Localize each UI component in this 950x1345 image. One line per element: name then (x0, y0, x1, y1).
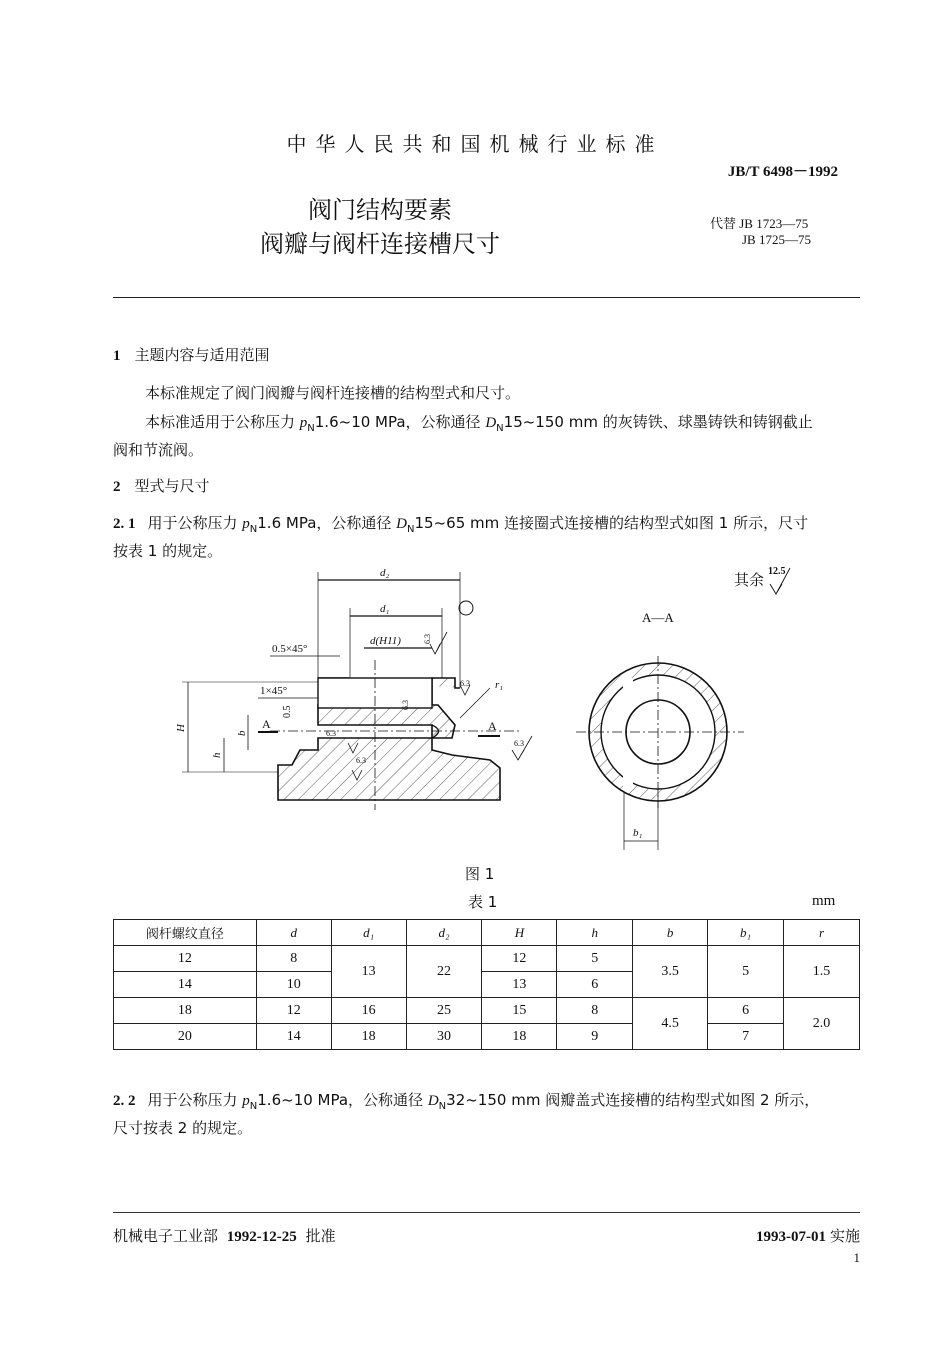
table-cell: 8 (557, 998, 633, 1024)
figure-1-drawing (0, 560, 950, 860)
dim-d: d(H11) (370, 635, 401, 647)
clause-number: 2. 2 (113, 1093, 136, 1109)
header-cell: d₂ (406, 920, 482, 946)
text: 32~150 mm 阀瓣盖式连接槽的结构型式如图 2 所示， (446, 1091, 820, 1109)
header-cell: d (256, 920, 331, 946)
table-cell: 18 (114, 998, 257, 1024)
symbol-p: p (299, 415, 308, 431)
table-cell: 1.5 (784, 946, 860, 998)
table-cell: 18 (482, 1024, 557, 1050)
text: 用于公称压力 (147, 514, 243, 532)
table-cell: 14 (114, 972, 257, 998)
header-divider (113, 297, 860, 298)
document-title-line1: 阀门结构要素 (308, 196, 452, 224)
table-cell: 12 (114, 946, 257, 972)
table-cell: 3.5 (633, 946, 708, 998)
symbol-p: p (242, 516, 250, 532)
roughness-6-3: 6.3 (423, 634, 432, 644)
issuing-organization: 中华人民共和国机械行业标准 (286, 132, 664, 156)
clause-number: 2. 1 (113, 516, 136, 532)
roughness-6-3: 6.3 (460, 679, 470, 688)
header-cell: h (557, 920, 633, 946)
figure-caption: 图 1 (465, 865, 495, 883)
header-cell: d₁ (331, 920, 406, 946)
table-cell: 5 (557, 946, 633, 972)
footer-divider (113, 1212, 860, 1213)
table-cell: 10 (256, 972, 331, 998)
header-cell: r (784, 920, 860, 946)
header-cell: b (633, 920, 708, 946)
header-cell: 阀杆螺纹直径 (114, 920, 257, 946)
section-1-heading (113, 342, 861, 369)
section-number: 2 (113, 479, 121, 495)
roughness-6-3: 6.3 (401, 700, 410, 710)
text: 用于公称压力 (147, 1091, 243, 1109)
dim-d2: d₂ (380, 567, 390, 579)
text: 1.6~10 MPa，公称通径 (257, 1091, 428, 1109)
table-cell: 22 (406, 946, 482, 998)
clause-2-1-cont: 按表 1 的规定。 (113, 542, 223, 560)
table-cell: 8 (256, 946, 331, 972)
table-cell: 16 (331, 998, 406, 1024)
table-cell: 13 (331, 946, 406, 998)
text: 1.6 MPa，公称通径 (257, 514, 397, 532)
dim-H: H (175, 724, 187, 732)
text: 本标准适用于公称压力 (145, 413, 300, 431)
table-cell: 14 (256, 1024, 331, 1050)
subscript: N (496, 423, 504, 434)
table-cell: 9 (557, 1024, 633, 1050)
table-cell: 15 (482, 998, 557, 1024)
dim-05: 0.5 (282, 705, 293, 718)
section-1-para2-cont: 阀和节流阀。 (113, 441, 204, 459)
approve-date: 1992-12-25 (226, 1229, 297, 1245)
table-cell: 30 (406, 1024, 482, 1050)
section-2-heading (113, 473, 861, 500)
text: 15~150 mm 的灰铸铁、球墨铸铁和铸钢截止 (503, 413, 813, 431)
table-cell: 6 (708, 998, 784, 1024)
section-view-aa (576, 656, 744, 850)
roughness-6-3: 6.3 (326, 729, 336, 738)
clause-2-2-cont: 尺寸按表 2 的规定。 (113, 1119, 253, 1137)
table-row (114, 946, 860, 972)
symbol-d: D (396, 516, 408, 532)
replaces-standard-1: 代替 JB 1723—75 (710, 216, 809, 231)
issuer: 机械电子工业部 (113, 1227, 219, 1245)
table-row (114, 1024, 860, 1050)
header-cell: b₁ (708, 920, 784, 946)
dim-b: b (236, 730, 248, 736)
chamfer-label-1: 0.5×45° (272, 643, 308, 655)
dim-r1: r₁ (495, 679, 504, 691)
section-1-para1: 本标准规定了阀门阀瓣与阀杆连接槽的结构型式和尺寸。 (145, 384, 521, 402)
roughness-6-3: 6.3 (356, 756, 366, 765)
table-1 (113, 919, 860, 1050)
implementation-date: 1993-07-01 (755, 1229, 826, 1245)
dim-b1: b₁ (633, 827, 643, 839)
page-number: 1 (853, 1250, 860, 1265)
roughness-12-5: 12.5 (768, 566, 786, 577)
section-title: 型式与尺寸 (134, 477, 210, 495)
approve-label: 批准 (305, 1227, 336, 1245)
symbol-d: D (485, 415, 497, 431)
other-roughness-label: 其余 (734, 571, 765, 589)
table-cell: 5 (708, 946, 784, 998)
table-row (114, 998, 860, 1024)
dim-d1: d₁ (380, 603, 390, 615)
footer-implementation (756, 1225, 860, 1246)
subscript: N (438, 1101, 447, 1112)
table-cell: 20 (114, 1024, 257, 1050)
table-cell: 13 (482, 972, 557, 998)
table-cell: 12 (482, 946, 557, 972)
table-header-row (114, 920, 860, 946)
subscript: N (407, 524, 415, 535)
section-number: 1 (113, 348, 121, 364)
chamfer-label-2: 1×45° (260, 685, 288, 697)
table-caption: 表 1 (468, 893, 498, 911)
table-cell: 4.5 (633, 998, 708, 1050)
cut-label-left: A (262, 717, 271, 731)
table-unit: mm (812, 893, 836, 909)
implementation-label: 实施 (829, 1227, 860, 1245)
text: 1.6~10 MPa，公称通径 (314, 413, 486, 431)
text: 15~65 mm 连接圈式连接槽的结构型式如图 1 所示，尺寸 (414, 514, 809, 532)
table-cell: 2.0 (784, 998, 860, 1050)
document-title-line2: 阀瓣与阀杆连接槽尺寸 (260, 230, 500, 258)
standard-number: JB/T 6498－1992 (727, 164, 838, 180)
footer-approval (113, 1225, 336, 1246)
subscript: N (249, 524, 258, 535)
table-cell: 12 (256, 998, 331, 1024)
symbol-d: D (427, 1093, 439, 1109)
roughness-6-3: 6.3 (514, 739, 524, 748)
table-cell: 7 (708, 1024, 784, 1050)
subscript: N (249, 1101, 258, 1112)
section-label: A—A (642, 610, 674, 625)
dim-h: h (211, 752, 223, 758)
cut-label-right: A (488, 719, 497, 733)
replaces-standard-2: JB 1725—75 (742, 232, 811, 247)
header-cell: H (482, 920, 557, 946)
symbol-p: p (242, 1093, 250, 1109)
table-cell: 25 (406, 998, 482, 1024)
table-cell: 18 (331, 1024, 406, 1050)
subscript: N (307, 423, 315, 434)
section-title: 主题内容与适用范围 (134, 346, 270, 364)
table-cell: 6 (557, 972, 633, 998)
